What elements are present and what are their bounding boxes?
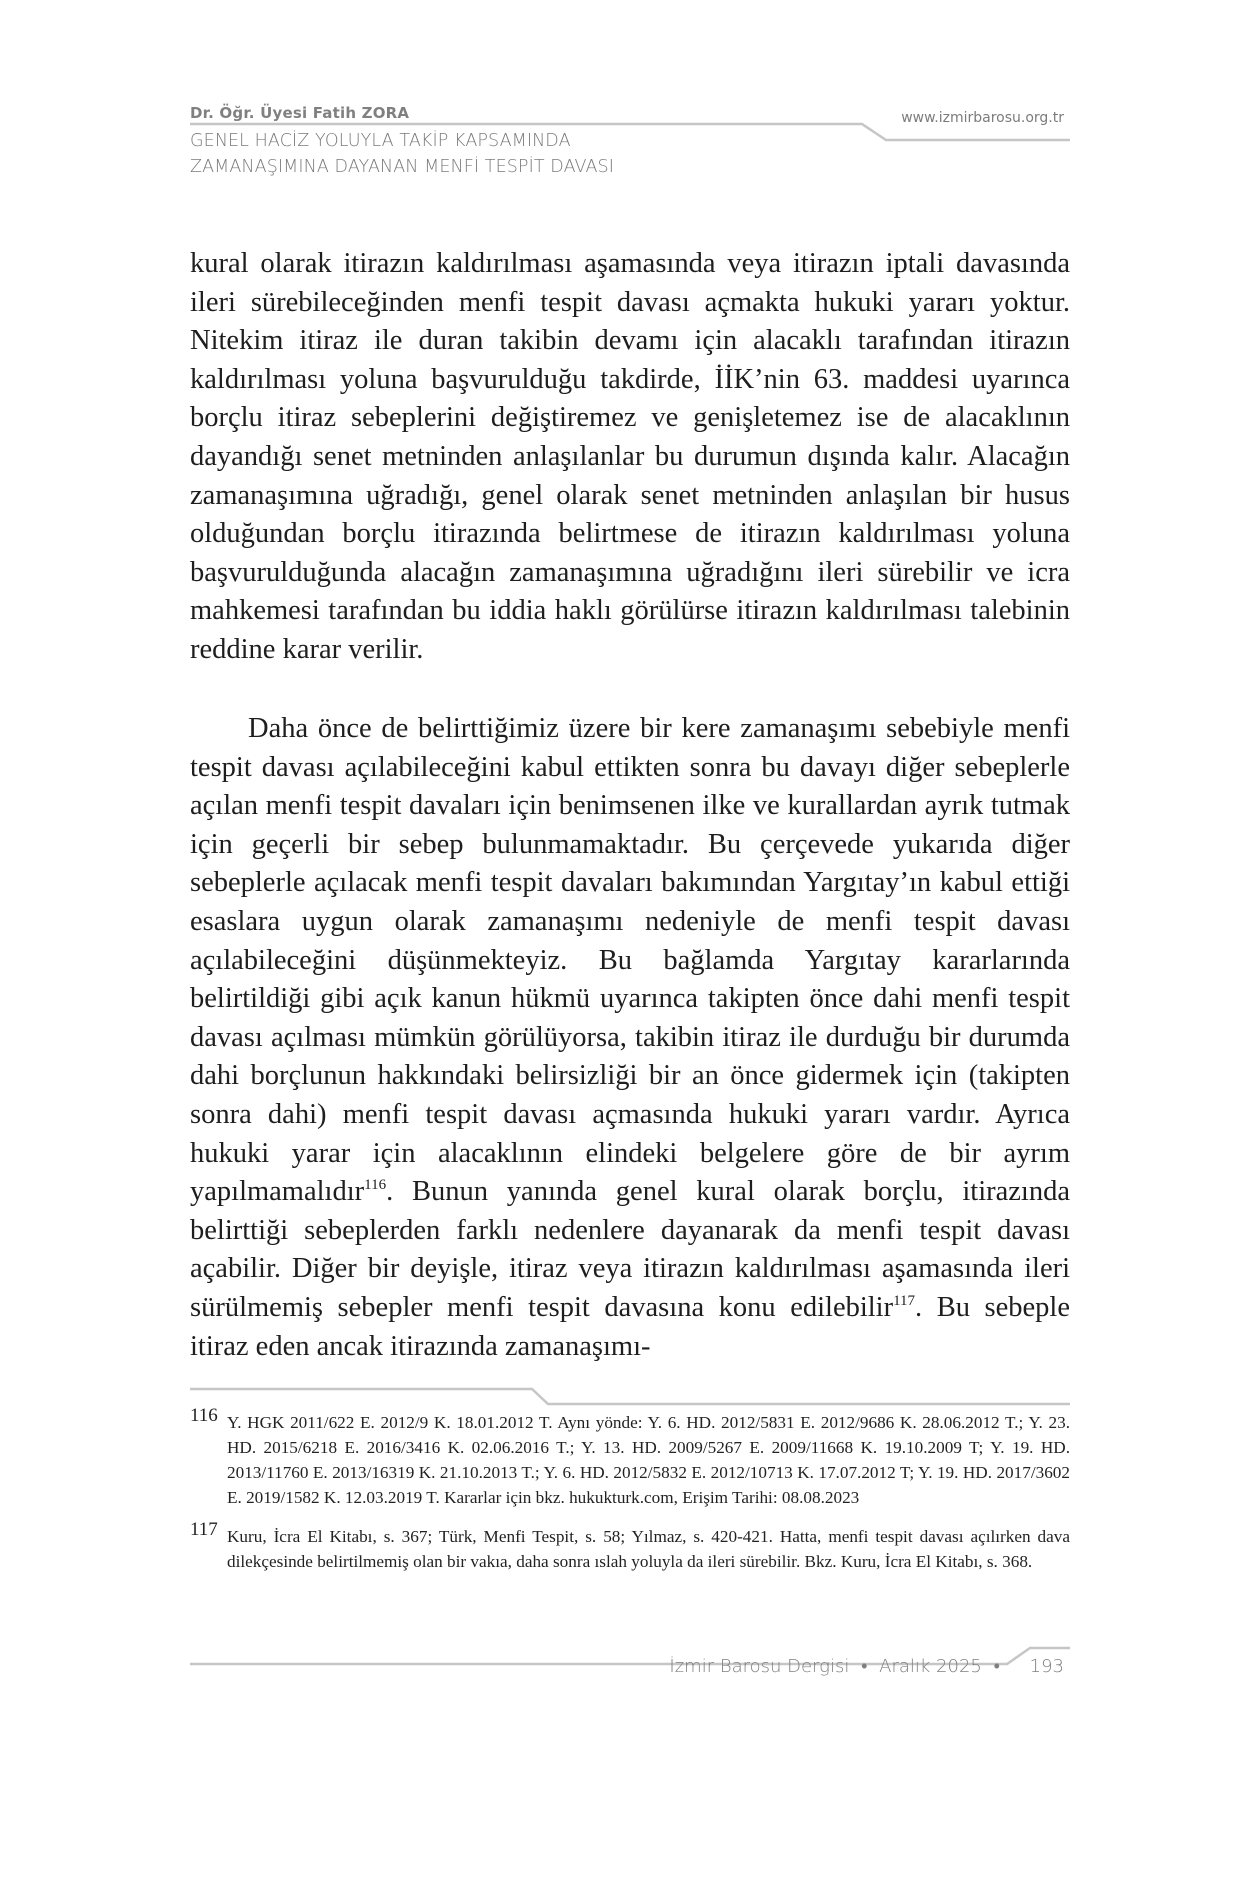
footnote-ref-117[interactable]: 117	[893, 1292, 916, 1309]
footnote-ref-116[interactable]: 116	[364, 1177, 387, 1194]
paragraph-1-text: kural olarak itirazın kaldırılması aşamasında veya itirazın iptali davasında ileri sürebileceğinden menfi tespit davası açmakta hukuki yararı yoktur. Nitekim itiraz ile duran takibin devamı için alacaklı tarafından itirazın kaldırılması yoluna başvurulduğu takdirde, İİK’nin 63. maddesi uyarınca borçlu itiraz sebeplerini değiştiremez ve genişletemez ise de alacaklının dayandığı senet metninden anlaşılanlar bu durumun dışında kalır. Alacağın zamanaşımına uğradığı, genel olarak senet metninden anlaşılan bir husus olduğundan borçlu itirazında belirtmese de itirazın kaldırılması yoluna başvurulduğunda alacağın zamanaşımına uğradığını ileri sürebilir ve icra mahkemesi tarafından bu iddia haklı görülürse itirazın kaldırılması talebinin reddine karar verilir.	[190, 248, 1070, 665]
footnote-separator-rule	[190, 1389, 1070, 1404]
paragraph-2-part-2: . Bunun yanında genel kural olarak borçlu, itirazında belirttiği sebeplerden farklı nedenlere dayanarak da menfi tespit davası açabilir. Diğer bir deyişle, itiraz veya itirazın kaldırılması aşamasında ileri sürülmemiş sebepler menfi tespit davasına konu edilebilir	[190, 1176, 1070, 1323]
footer-separator: •	[993, 1656, 1000, 1677]
header-title-line-1: GENEL HACİZ YOLUYLA TAKİP KAPSAMINDA	[190, 131, 571, 151]
footnote-number: 116	[190, 1405, 218, 1426]
footer-issue-date: Aralık 2025	[879, 1656, 982, 1677]
paragraph-2-part-1: Daha önce de belirttiğimiz üzere bir kere zamanaşımı sebebiyle menfi tespit davası açılabileceğini kabul ettikten sonra bu davayı diğer sebeplerle açılan menfi tespit davaları için benimsenen ilke ve kurallardan ayrık tutmak için geçerli bir sebep bulunmamaktadır. Bu çerçevede yukarıda diğer sebeplerle açılacak menfi tespit davaları bakımından Yargıtay’ın kabul ettiği esaslara uygun olarak zamanaşımı nedeniyle de menfi tespit davası açılabileceğini düşünmekteyiz. Bu bağlamda Yargıtay kararlarında belirtildiği gibi açık kanun hükmü uyarınca takipten önce dahi menfi tespit davası açılması mümkün görülüyorsa, takibin itiraz ile durduğu bir durumda dahi borçlunun hakkındaki belirsizliği bir an önce gidermek için (takipten sonra dahi) menfi tespit davası açmasında hukuki yararı vardır. Ayrıca hukuki yarar için alacaklının elindeki belgelere göre de bir ayrım yapılmamalıdır	[190, 713, 1070, 1208]
header-website-url: www.izmirbarosu.org.tr	[901, 110, 1064, 126]
header-title-line-2: ZAMANAŞIMINA DAYANAN MENFİ TESPİT DAVASI	[190, 157, 615, 177]
header-article-title	[190, 128, 614, 180]
footnotes-section	[190, 1405, 1070, 1588]
footnote-number: 117	[190, 1519, 218, 1540]
footer-journal-name: İzmir Barosu Dergisi	[669, 1656, 850, 1677]
paragraph-2-part-3: . Bu sebeple itiraz eden ancak itirazında zamanaşımı-	[190, 1291, 1070, 1362]
footnote-text: Y. HGK 2011/622 E. 2012/9 K. 18.01.2012 T. Aynı yönde: Y. 6. HD. 2012/5831 E. 2012/9686 K. 28.06.2012 T.; Y. 23. HD. 2015/6218 E. 2016/3416 K. 02.06.2016 T.; Y. 13. HD. 2009/5267 E. 2009/11668 K. 19.10.2009 T; Y. 19. HD. 2013/11760 E. 2013/16319 K. 21.10.2013 T.; Y. 6. HD. 2012/5832 E. 2012/10713 K. 17.07.2012 T; Y. 19. HD. 2017/3602 E. 2019/1582 K. 12.03.2019 T. Kararlar için bkz. hukukturk.com, Erişim Tarihi: 08.08.2023	[227, 1413, 1070, 1507]
footer	[669, 1656, 1064, 1677]
body-paragraph-1	[190, 245, 1070, 670]
paragraph-2-text	[190, 710, 1070, 1366]
footer-separator: •	[861, 1656, 868, 1677]
footnote-item	[190, 1519, 1070, 1574]
body-paragraph-2	[190, 710, 1070, 1366]
footnote-item	[190, 1405, 1070, 1510]
header-author: Dr. Öğr. Üyesi Fatih ZORA	[190, 104, 410, 122]
footer-page-number: 193	[1029, 1656, 1064, 1677]
footnote-text: Kuru, İcra El Kitabı, s. 367; Türk, Menfi Tespit, s. 58; Yılmaz, s. 420-421. Hatta, menfi tespit davası açılırken dava dilekçesinde belirtilmemiş olan bir vakıa, daha sonra ıslah yoluyla da ileri sürebilir. Bkz. Kuru, İcra El Kitabı, s. 368.	[227, 1527, 1070, 1571]
